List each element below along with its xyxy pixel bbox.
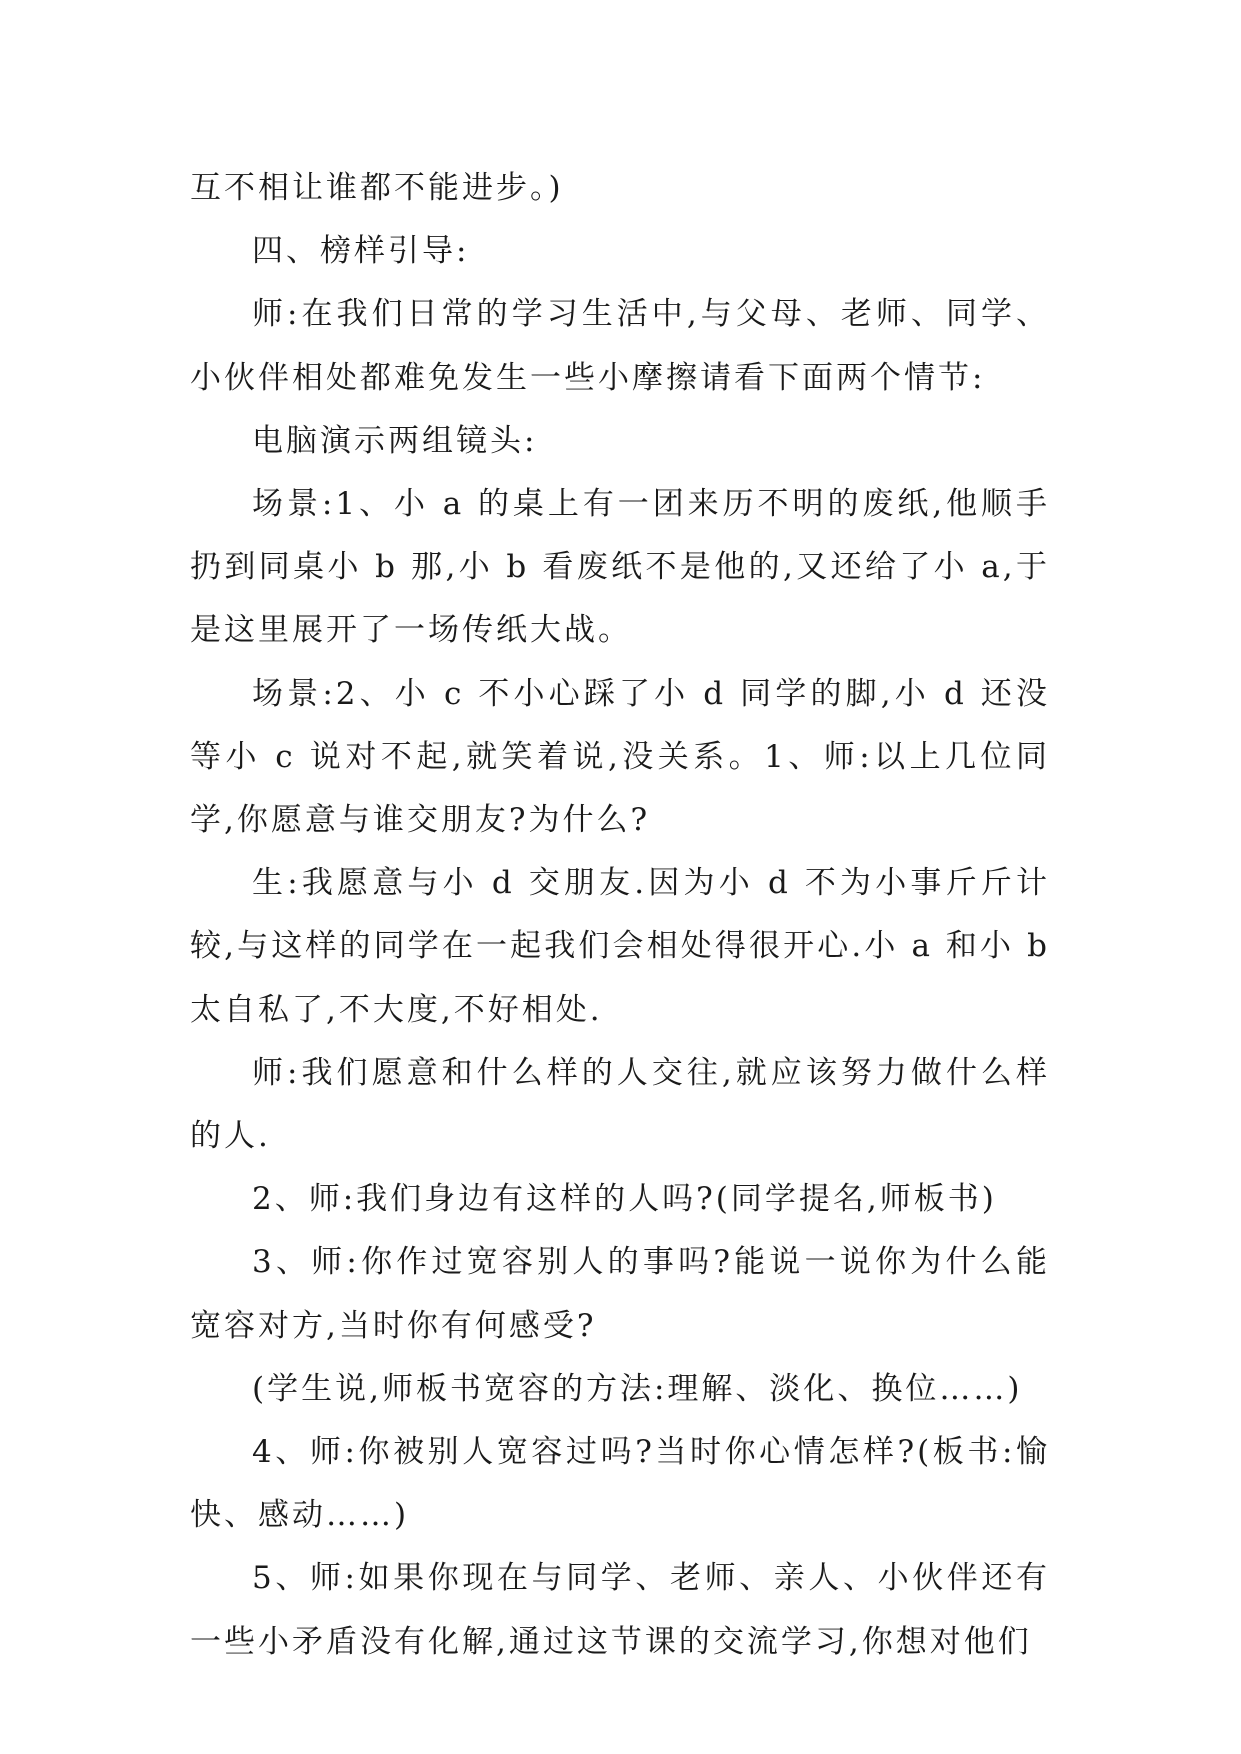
paragraph-methods: (学生说,师板书宽容的方法:理解、淡化、换位……) [252, 1370, 1023, 1407]
paragraph-question-3: 3、师:你作过宽容别人的事吗?能说一说你为什么能宽容对方,当时你有何感受? [190, 1244, 1050, 1344]
paragraph-continuation: 互不相让谁都不能进步。) [190, 170, 564, 206]
paragraph-question-2: 2、师:我们身边有这样的人吗?(同学提名,师板书) [252, 1181, 997, 1218]
paragraph-scene-1: 场景:1、小 a 的桌上有一团来历不明的废纸,他顺手扔到同桌小 b 那,小 b 看废纸不是他的,又还给了小 a,于是这里展开了一场传纸大战。 [190, 486, 1050, 649]
paragraph-teacher-remark: 师:我们愿意和什么样的人交往,就应该努力做什么样的人. [190, 1054, 1050, 1155]
paragraph-question-5: 5、师:如果你现在与同学、老师、亲人、小伙伴还有一些小矛盾没有化解,通过这节课的交流学习,你想对他们 [190, 1560, 1050, 1660]
section-heading-role-model: 四、榜样引导: [252, 233, 470, 270]
paragraph-student-answer: 生:我愿意与小 d 交朋友.因为小 d 不为小事斤斤计较,与这样的同学在一起我们会相处得很开心.小 a 和小 b 太自私了,不大度,不好相处. [190, 865, 1051, 1028]
paragraph-demo: 电脑演示两组镜头: [252, 422, 538, 459]
paragraph-scene-2: 场景:2、小 c 不小心踩了小 d 同学的脚,小 d 还没等小 c 说对不起,就笑着说,没关系。1、师:以上几位同学,你愿意与谁交朋友?为什么? [190, 675, 1050, 839]
document-body [190, 157, 1050, 1674]
paragraph-teacher-intro: 师:在我们日常的学习生活中,与父母、老师、同学、小伙伴相处都难免发生一些小摩擦请看下面两个情节: [190, 296, 1050, 396]
paragraph-question-4: 4、师:你被别人宽容过吗?当时你心情怎样?(板书:愉快、感动……) [190, 1434, 1050, 1534]
